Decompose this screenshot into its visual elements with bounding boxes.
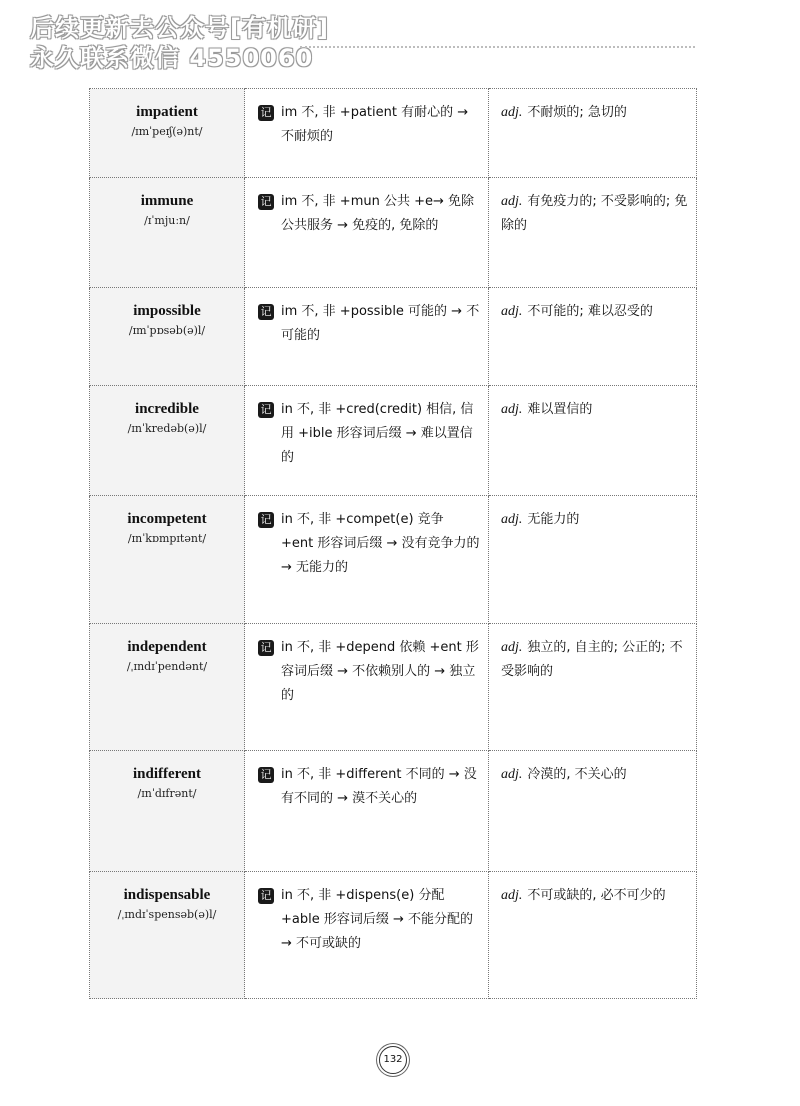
word-cell	[90, 624, 245, 751]
part-of-speech: adj.	[501, 402, 523, 417]
definition-cell	[489, 386, 697, 496]
phonetic: /ɪnˈdɪfrənt/	[137, 787, 197, 800]
definition-text: 难以置信的	[527, 402, 593, 417]
definition-text: 冷漠的, 不关心的	[527, 767, 627, 782]
memory-cell	[245, 288, 489, 386]
part-of-speech: adj.	[501, 105, 523, 120]
definition-cell	[489, 288, 697, 386]
memory-text: im 不, 非 +mun 公共 +e→ 免除公共服务 → 免疫的, 免除的	[281, 194, 475, 233]
table-row	[90, 178, 697, 288]
memory-cell	[245, 386, 489, 496]
memory-text: im 不, 非 +possible 可能的 → 不可能的	[281, 304, 480, 343]
memory-cell	[245, 872, 489, 999]
definition-cell	[489, 872, 697, 999]
word-cell	[90, 496, 245, 624]
memory-text: in 不, 非 +depend 依赖 +ent 形容词后缀 → 不依赖别人的 → 独立的	[281, 640, 479, 703]
table-row	[90, 872, 697, 999]
memory-cell	[245, 89, 489, 178]
part-of-speech: adj.	[501, 640, 523, 655]
definition-text: 有免疫力的; 不受影响的; 免除的	[501, 194, 688, 233]
memory-text: in 不, 非 +different 不同的 → 没有不同的 → 漠不关心的	[281, 767, 477, 806]
phonetic: /ɪˈmjuːn/	[144, 214, 190, 227]
word-cell	[90, 288, 245, 386]
part-of-speech: adj.	[501, 767, 523, 782]
definition-text: 无能力的	[527, 512, 580, 527]
part-of-speech: adj.	[501, 194, 523, 209]
watermark-line-2: 永久联系微信 4550060	[30, 44, 314, 72]
phonetic: /ɪmˈpeɪʃ(ə)nt/	[131, 125, 203, 138]
definition-cell	[489, 751, 697, 872]
word-cell	[90, 89, 245, 178]
headword: independent	[127, 639, 207, 655]
page-number: 132	[379, 1046, 407, 1074]
header-dotted-rule	[300, 46, 695, 48]
definition-text: 不可或缺的, 必不可少的	[527, 888, 666, 903]
memory-icon: 记	[258, 105, 274, 121]
memory-cell	[245, 751, 489, 872]
memory-icon: 记	[258, 767, 274, 783]
headword: impossible	[133, 303, 201, 319]
table-row	[90, 624, 697, 751]
headword: indispensable	[123, 887, 211, 903]
vocabulary-table	[89, 88, 697, 999]
memory-cell	[245, 178, 489, 288]
memory-text: in 不, 非 +cred(credit) 相信, 信用 +ible 形容词后缀 → 难以置信的	[281, 402, 474, 465]
table-row	[90, 386, 697, 496]
memory-text: in 不, 非 +compet(e) 竞争 +ent 形容词后缀 → 没有竞争力的 → 无能力的	[281, 512, 480, 575]
definition-cell	[489, 624, 697, 751]
memory-cell	[245, 624, 489, 751]
headword: impatient	[136, 104, 198, 120]
phonetic: /ɪnˈkɒmpɪtənt/	[127, 532, 207, 545]
watermark-line-1: 后续更新去公众号[有机研]	[30, 14, 329, 42]
memory-text: im 不, 非 +patient 有耐心的 → 不耐烦的	[281, 105, 469, 144]
phonetic: /ɪmˈpɒsəb(ə)l/	[128, 324, 206, 337]
memory-icon: 记	[258, 194, 274, 210]
memory-icon: 记	[258, 402, 274, 418]
memory-icon: 记	[258, 888, 274, 904]
table-row	[90, 288, 697, 386]
word-cell	[90, 178, 245, 288]
table-row	[90, 89, 697, 178]
word-cell	[90, 751, 245, 872]
phonetic: /ɪnˈkredəb(ə)l/	[127, 422, 207, 435]
word-cell	[90, 386, 245, 496]
definition-text: 独立的, 自主的; 公正的; 不受影响的	[501, 640, 683, 679]
memory-cell	[245, 496, 489, 624]
memory-icon: 记	[258, 304, 274, 320]
memory-text: in 不, 非 +dispens(e) 分配 +able 形容词后缀 → 不能分配的 → 不可或缺的	[281, 888, 474, 951]
table-row	[90, 751, 697, 872]
definition-cell	[489, 496, 697, 624]
headword: incredible	[135, 401, 199, 417]
definition-text: 不可能的; 难以忍受的	[527, 304, 653, 319]
part-of-speech: adj.	[501, 304, 523, 319]
phonetic: /ˌɪndɪˈspensəb(ə)l/	[117, 908, 217, 921]
definition-cell	[489, 178, 697, 288]
part-of-speech: adj.	[501, 888, 523, 903]
part-of-speech: adj.	[501, 512, 523, 527]
phonetic: /ˌɪndɪˈpendənt/	[126, 660, 208, 673]
definition-cell	[489, 89, 697, 178]
headword: indifferent	[132, 766, 202, 782]
table-row	[90, 496, 697, 624]
headword: incompetent	[127, 511, 207, 527]
memory-icon: 记	[258, 512, 274, 528]
definition-text: 不耐烦的; 急切的	[527, 105, 627, 120]
memory-icon: 记	[258, 640, 274, 656]
word-cell	[90, 872, 245, 999]
headword: immune	[140, 193, 194, 209]
